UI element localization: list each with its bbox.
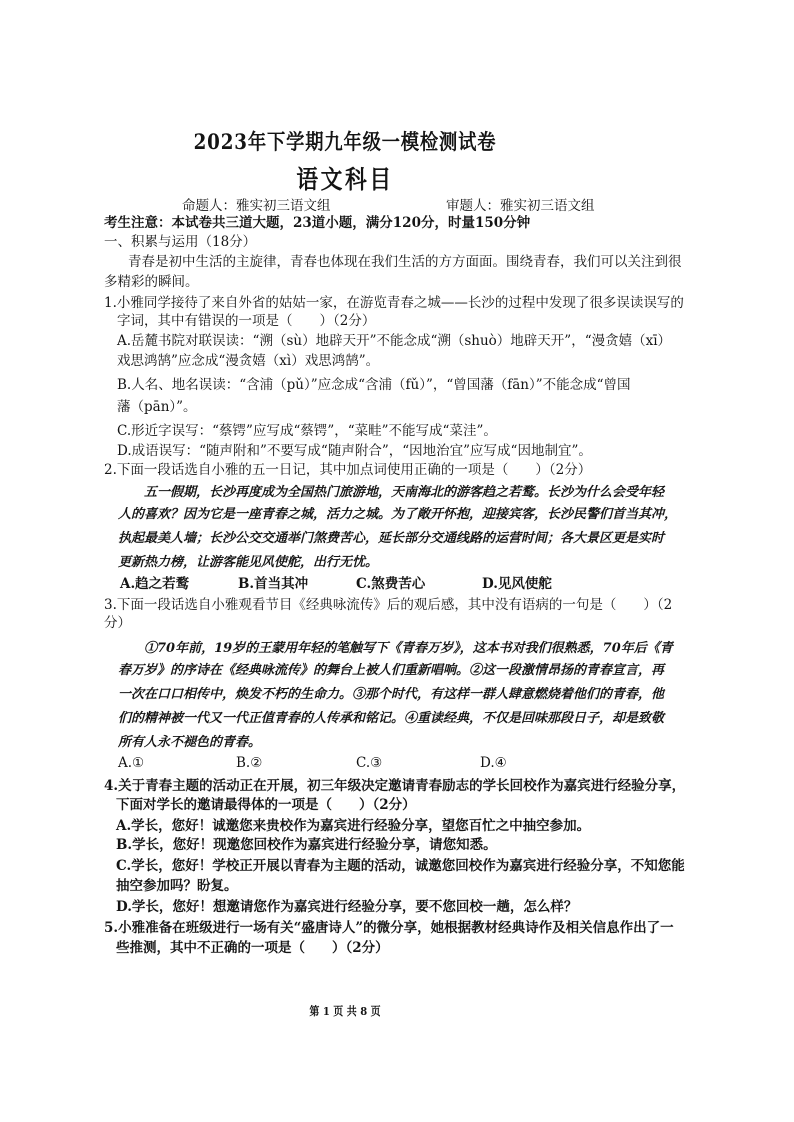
- question-1-option-a: A.岳麓书院对联误读：“溯（sù）地辟天开”不能念成“溯（shuò）地辟天开”，“漫贪嬉（xī）: [117, 333, 672, 349]
- question-1-option-d: D.成语误写：“随声附和”不要写成“随声附合”，“因地治宜”应写成“因地制宜”。: [117, 443, 592, 459]
- setter-line: 命题人：雅实初三语文组: [182, 198, 331, 214]
- question-2-stem: 2.下面一段话选自小雅的五一日记，其中加点词使用正确的一项是（ ）（2分）: [104, 462, 592, 478]
- intro-line: 多精彩的瞬间。: [104, 274, 199, 290]
- question-2-option: A.趋之若鹜: [120, 576, 190, 592]
- question-2-option: D.见风使舵: [482, 576, 552, 592]
- question-3-option: A.①: [118, 755, 145, 771]
- question-3-passage: 一次在口口相传中，焕发不朽的生命力。③那个时代，有这样一群人肆意燃烧着他们的青春，他: [118, 687, 665, 702]
- question-1-option-a: 戏思鸿鹄”应念成“漫贪嬉（xì）戏思鸿鹄”。: [117, 353, 380, 369]
- question-1-option-b: B.人名、地名误读：“含浦（pǔ）”应念成“含浦（fǔ）”，“曾国藩（fān）”不能念成“曾国: [117, 377, 631, 393]
- reviewer-line: 审题人：雅实初三语文组: [446, 198, 595, 214]
- question-1-option-b: 藩（pān）”。: [117, 399, 197, 415]
- question-2-option: C.煞费苦心: [356, 576, 426, 592]
- question-5-stem: 5.小雅准备在班级进行一场有关“盛唐诗人”的微分享，她根据教材经典诗作及相关信息作出了一: [104, 920, 674, 936]
- question-3-stem: 3.下面一段话选自小雅观看节目《经典咏流传》后的观后感，其中没有语病的一句是（ ）（2: [104, 597, 673, 613]
- question-4-option-d: D.学长，您好！想邀请您作为嘉宾进行经验分享，要不您回校一趟，怎么样？: [116, 899, 578, 915]
- question-1-stem: 1.小雅同学接待了来自外省的姑姑一家，在游览青春之城——长沙的过程中发现了很多误读误写的: [104, 295, 684, 311]
- question-1-stem: 字词，其中有错误的一项是（ ）（2分）: [117, 313, 376, 329]
- question-2-passage: 五一假期，长沙再度成为全国热门旅游地，天南海北的游客趋之若鹜。长沙为什么会受年轻: [144, 485, 665, 500]
- subject-title: 语文科目: [296, 165, 394, 194]
- question-2-passage: 执起最美人墙；长沙公交交通举门煞费苦心，延长部分交通线路的运营时间；各大景区更是实时: [118, 531, 665, 546]
- question-4-option-a: A.学长，您好！诚邀您来贵校作为嘉宾进行经验分享，望您百忙之中抽空参加。: [116, 818, 591, 834]
- question-3-passage: 所有人永不褪色的青春。: [118, 735, 262, 750]
- question-3-passage: 春万岁》的序诗在《经典咏流传》的舞台上被人们重新唱响。②这一段激情昂扬的青春宣言，再: [118, 663, 665, 678]
- question-3-passage: 们的精神被一代又一代正值青春的人传承和铭记。④重读经典，不仅是回味那段日子，却是致敬: [118, 711, 665, 726]
- exam-title: 2023年下学期九年级一模检测试卷: [193, 129, 497, 154]
- question-3-stem: 分）: [104, 615, 131, 631]
- question-4-option-c: C.学长，您好！学校正开展以青春为主题的活动，诚邀您回校作为嘉宾进行经验分享，不知您能: [116, 858, 685, 874]
- question-4-stem: 4.关于青春主题的活动正在开展，初三年级决定邀请青春励志的学长回校作为嘉宾进行经验分享，: [104, 778, 686, 794]
- question-4-stem: 下面对学长的邀请最得体的一项是（ ）（2分）: [116, 797, 416, 813]
- page-number: 第 1 页 共 8 页: [309, 1004, 381, 1018]
- section-heading: 一、积累与运用（18分）: [104, 234, 257, 250]
- question-3-option: D.④: [480, 755, 507, 771]
- question-3-option: B.②: [236, 755, 263, 771]
- question-4-option-b: B.学长，您好！现邀您回校作为嘉宾进行经验分享，请您知悉。: [116, 837, 497, 853]
- question-5-stem: 些推测，其中不正确的一项是（ ）（2分）: [116, 940, 389, 956]
- question-3-passage: ①70年前，19岁的王蒙用年轻的笔触写下《青春万岁》，这本书对我们很熟悉，70年后《青: [144, 641, 673, 656]
- question-2-passage: 更新热力榜，让游客能见风使舵，出行无忧。: [118, 555, 379, 570]
- question-1-option-c: C.形近字误写：“蔡锷”应写成“蔡锷”，“菜畦”不能写成“菜洼”。: [117, 423, 497, 439]
- question-2-option: B.首当其冲: [238, 576, 309, 592]
- intro-line: 青春是初中生活的主旋律，青春也体现在我们生活的方方面面。围绕青春，我们可以关注到很: [128, 254, 682, 270]
- question-4-option-c: 抽空参加吗？盼复。: [116, 878, 238, 894]
- question-2-passage: 人的喜欢？因为它是一座青春之城，活力之城。为了敞开怀抱，迎接宾客，长沙民警们首当其冲，: [118, 507, 678, 522]
- question-3-option: C.③: [356, 755, 383, 771]
- exam-notice: 考生注意：本试卷共三道大题，23道小题，满分120分，时量150分钟: [104, 215, 531, 231]
